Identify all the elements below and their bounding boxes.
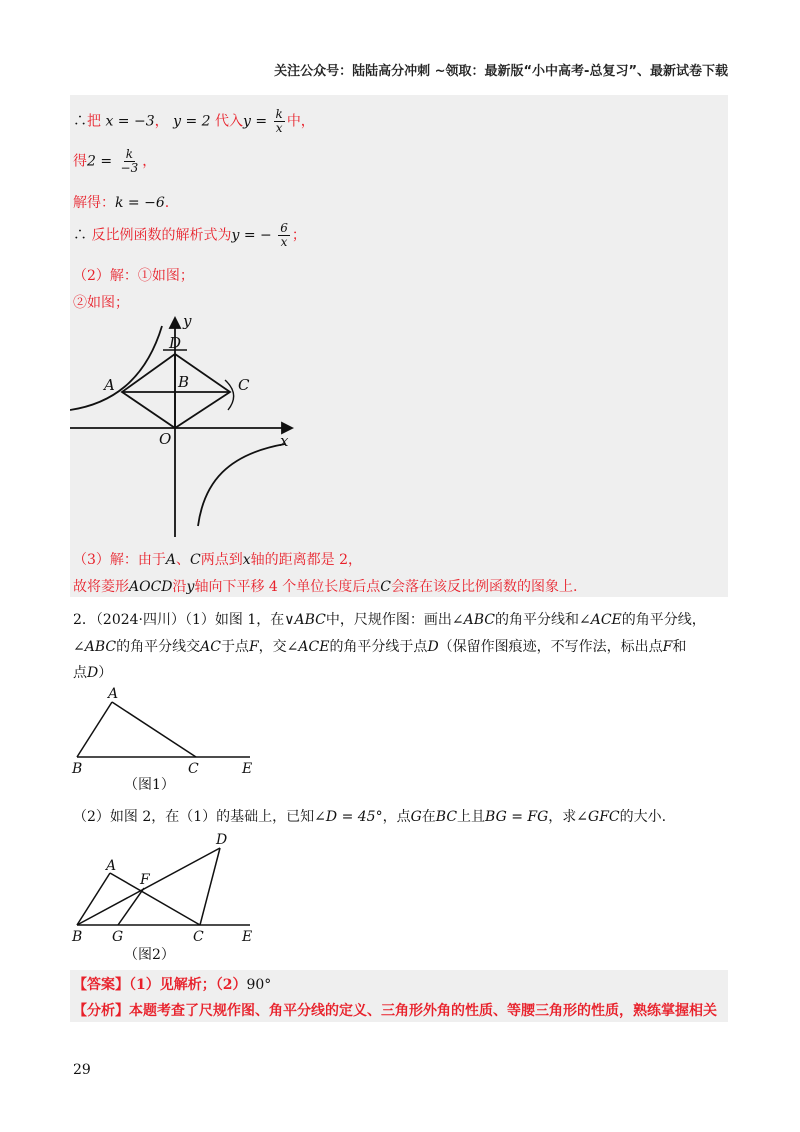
fraction-k-over-minus3: $\frac{k}{-3}$ (120, 147, 139, 175)
solution-line-1: ∴把 x = −3， y = 2 代入y = $\frac{k}{x}$ 中， (73, 107, 315, 135)
hyperbola-graph (70, 312, 310, 542)
figure-1 (70, 683, 270, 793)
fig2-label-c: C (193, 929, 204, 945)
label-x: x (280, 432, 289, 450)
fraction-k-over-x: $\frac{k}{x}$ (275, 107, 283, 135)
answer-tag: 【答案】 (73, 977, 129, 993)
rhombus-aocd (122, 354, 230, 428)
solution-line-5: （2）解：①如图； (73, 268, 194, 284)
label-c: C (238, 376, 250, 394)
fig2-line-cd (200, 848, 220, 925)
hyperbola-branch-upper-left (70, 326, 162, 410)
fig2-label-d: D (216, 832, 228, 848)
solution-line-7: （3）解：由于A、C两点到x轴的距离都是 2， (73, 552, 363, 568)
fig2-line-ab (77, 873, 110, 925)
solution-line-6: ②如图； (73, 295, 129, 311)
label-d: D (169, 334, 182, 352)
fig2-label-a: A (106, 858, 117, 874)
fig1-label-a: A (108, 686, 119, 702)
fig1-label-b: B (72, 761, 83, 777)
fig1-line-ac (112, 702, 196, 757)
fraction-6-over-x: $\frac{6}{x}$ (280, 221, 288, 249)
problem2-line-3: 点D） (73, 665, 113, 681)
problem2-line-1: 2．（2024·四川）（1）如图 1，在∨ABC中，尺规作图：画出∠ABC的角平分线和∠ACE的角平分线， (73, 612, 706, 628)
fig1-label-e: E (242, 761, 253, 777)
solution-line-8: 故将菱形AOCD沿y轴向下平移 4 个单位长度后点C会落在该反比例函数的图象上. (73, 579, 578, 595)
hyperbola-branch-lower-right (198, 444, 285, 526)
solution-line-3: 解得：k = −6. (73, 195, 170, 211)
page-number: 29 (73, 1062, 91, 1078)
fig1-label-c: C (188, 761, 199, 777)
figure-2 (70, 828, 270, 962)
page-header: 关注公众号：陆陆高分冲刺 ~领取：最新版“小中高考-总复习”、最新试卷下载 (274, 64, 728, 79)
analysis-tag: 【分析】 (73, 1003, 129, 1019)
fig1-line-ab (77, 702, 112, 757)
label-y: y (183, 312, 192, 330)
answer-line: 【答案】（1）见解析；（2）90° (73, 977, 272, 993)
analysis-line: 【分析】本题考查了尺规作图、角平分线的定义、三角形外角的性质、等腰三角形的性质，熟练掌握相关 (73, 1003, 717, 1019)
y-axis-arrow (170, 318, 180, 328)
solution-line-2: 得2 = $\frac{k}{-3}$ ， (73, 147, 157, 175)
fig1-caption: （图1） (124, 777, 175, 793)
label-a: A (104, 376, 115, 394)
fig2-line-gf (118, 888, 144, 925)
problem2-question-2: （2）如图 2，在（1）的基础上，已知∠D = 45°，点G在BC上且BG = FG，求∠GFC的大小. (73, 809, 667, 825)
fig2-label-g: G (112, 929, 124, 945)
fig2-label-e: E (242, 929, 253, 945)
fig2-label-f: F (140, 872, 150, 888)
solution-line-4: ∴ 反比例函数的解析式为y = − $\frac{6}{x}$ ； (73, 221, 306, 249)
fig2-label-b: B (72, 929, 83, 945)
label-b: B (178, 373, 190, 391)
label-o: O (159, 430, 172, 448)
fig2-caption: （图2） (124, 947, 175, 962)
problem2-line-2: ∠ABC的角平分线交AC于点F，交∠ACE的角平分线于点D（保留作图痕迹，不写作法，标出点F和 (73, 639, 687, 655)
